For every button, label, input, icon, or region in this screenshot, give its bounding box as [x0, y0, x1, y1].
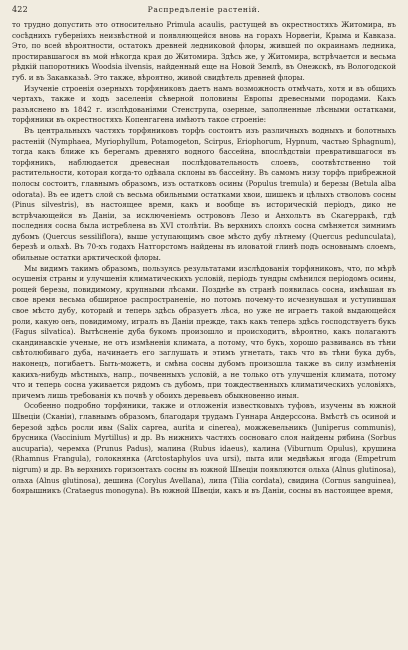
page-header	[12, 4, 396, 18]
paragraph-5: Особенно подробно торфяники, также и отложенiя известковыхъ туфовъ, изучены въ южной Швецiи (Сканiи), главнымъ образомъ, благодаря трудамъ Гуннара Андерссона. Вмѣстѣ съ осиной и березой здѣсь росли ивы (Salix caprea, aurita и cinerea), можжевельникъ (Juniperus communis), брусника (Vaccinium Myrtillus) и др. Въ нижнихъ частяхъ сосноваго слоя найдены рябина (Sorbus aucuparia), черемха (Prunus Padus), малина (Rubus idaeus), калина (Viburnum Opulus), крушина (Rhamnus Frangula), голокнянка (Arctostaphylos uva ursi), пыта или медвѣжья ягода (Empetrum nigrum) и др. Въ верхнихъ горизонтахъ сосны въ южной Швецiи появляются ольха (Alnus glutinosa), ольха (Alnus glutinosa), дешина (Corylus Avellana), липа (Tilia cordata), свидина (Cornus sanguinea), боярышникъ (Crataegus monogyna). Въ южной Швецiи, какъ и въ Данiи, сосны въ настоящее время,	[12, 401, 396, 496]
paragraph-2: Изученiе строенiя озерныхъ торфяниковъ даетъ намъ возможность отмѣчать, хотя и въ общихъ чертахъ, также и ходъ заселенiя сѣверной половины Европы древесными породами. Какъ разъяснено въ 1842 г. изслѣдованiями Стенструпа, озерные, заполненные лѣсными остатками, торфяники въ окрестностяхъ Копенгагена имѣютъ такое строенiе:	[12, 83, 396, 125]
body-text	[12, 20, 396, 497]
page-number: 422	[12, 5, 28, 14]
paragraph-4: Мы видимъ такимъ образомъ, пользуясь результатами изслѣдованiя торфяниковъ, что, по мѣрѣ осушенiя страны и улучшенiя климатическихъ условiй, перiодъ тундры смѣнился перiодомъ осины, рощей березы, повидимому, крупными лѣсами. Позднѣе въ странѣ появилась сосна, имѣвшая въ свое время весьма обширное распространенiе, но потомъ почему-то исчезнувшая и уступившая свое мѣсто дубу, который и теперь здѣсь образуетъ лѣса, но уже не играетъ такой выдающейся роли, какую онъ, повидимому, игралъ въ Данiи прежде, такъ какъ теперь здѣсь господствуетъ букъ (Fagus silvatica). Вытѣсненiе дуба букомъ произошло и происходитъ, вѣроятно, какъ полагаютъ скандинавскiе ученые, не отъ измѣненiя климата, а потому, что букъ, хорошо развиваясь въ тѣни свѣтолюбиваго дуба, начинаетъ его заглушать и этимъ угнетать, такъ что въ тѣни бука дубъ, наконецъ, погибаетъ. Быть-можетъ, и смѣна сосны дубомъ произошла также въ силу измѣненiя какихъ-нибудь мѣстныхъ, напр., почвенныхъ условiй, а не только отъ улучшенiя климата, потому что и теперь сосна уживается рядомъ съ дубомъ, при тождественныхъ климатическихъ условiяхъ, причемъ лишь требованiя къ почвѣ у обоихъ деревьевъ обыкновенно иныя.	[12, 263, 396, 400]
paragraph-1: то трудно допустить это относительно Primula acaulis, растущей въ окрестностяхъ Житомира, въ сосѣднихъ губернiяхъ неизвѣстной и появляющейся вновь на горахъ Норвегiи, Крыма и Кавказа. Это, по всей вѣроятности, остатокъ древней ледниковой флоры, жившей по окраинамъ ледника, простиравшагося въ мой нѣкогда края до Житомира. Здѣсь же, у Житомира, встрѣчается и весьма рѣдкiй папоротникъ Woodsia ilvensis, найденный еще на Новой Землѣ, въ Онежскѣ, въ Вологодской губ. и въ Закавказьѣ. Это также, вѣроятно, живой свидѣтель древней флоры.	[12, 20, 396, 82]
running-head: Распредъленiе растенiй.	[147, 5, 261, 14]
paragraph-3: Въ центральныхъ частяхъ торфяниковъ торфъ состоитъ изъ различныхъ водныхъ и болотныхъ растенiй (Nymphaea, Myriophyllum, Potamogeton, Scirpus, Eriophorum, Hypnum, частью Sphagnum), тогда какъ ближе къ берегамъ древняго водного бассейна, впослѣдствiи превратившагося въ торфяникъ, наблюдается древесная послѣдовательность слоевъ, соотвѣтственно той растительности, которая когда-то одѣвала склоны въ бассейну. Въ самомъ низу торфъ прибрежной полосы состоитъ, главнымъ образомъ, изъ остатковъ осины (Populus tremula) и березы (Betula alba odorata). Въ ее идетъ слой съ весьма обильными остатками хвои, шишекъ и цѣлыхъ стволовъ сосны (Pinus silvestris), въ настоящее время, какъ и вообще въ историческiй перiодъ, дико не встрѣчающейся въ Данiи, за исключенiемъ острововъ Лезо и Анхольтъ въ Скагерракѣ, гдѣ последняя сосна была истреблена въ XVI столѣтiи. Въ верхнихъ слояхъ сосна смѣняется зимнимъ дубомъ (Quercus sessiliflora), выше уступающимъ свое мѣсто дубу лѣтнему (Quercus pedunculata), березѣ и ольхѣ. Въ 70-хъ годахъ Натгорстомъ найдены въ иловатой глинѣ подъ основнымъ слоемъ, обильные остатки арктической флоры.	[12, 125, 396, 263]
